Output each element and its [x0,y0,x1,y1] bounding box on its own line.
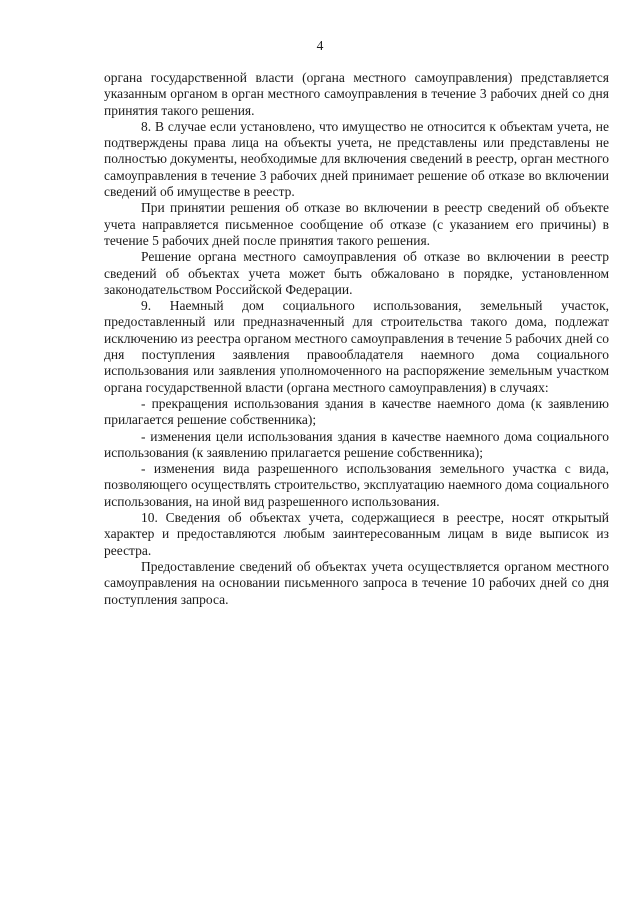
paragraph-item-9: 9. Наемный дом социального использования, земельный участок, предоставленный или предназначенный для строительства такого дома, подлежат исключению из реестра органом местного самоуправления в течение 5 рабочих дней со дня поступления заявления правообладателя наемного дома социального использования или заявления уполномоченного на распоряжение земельным участком органа государственной власти (органа местного самоуправления) в случаях: [104,298,609,395]
page-number: 4 [316,38,324,53]
paragraph-item-10: 10. Сведения об объектах учета, содержащиеся в реестре, носят открытый характер и предоставляются любым заинтересованным лицам в виде выписок из реестра. [104,510,609,558]
list-item-purpose-change: - изменения цели использования здания в качестве наемного дома социального использования (к заявлению прилагается решение собственника); [104,428,609,460]
paragraph-appeal: Решение органа местного самоуправления об отказе во включении в реестр сведений об объектах учета может быть обжаловано в порядке, установленном законодательством Российской Федерации. [104,249,609,297]
paragraph-item-8: 8. В случае если установлено, что имущество не относится к объектам учета, не подтверждены права лица на объекты учета, не представлены или представлены не полностью документы, необходимые для включения сведений в реестр, орган местного самоуправления в течение 3 рабочих дней принимает решение об отказе во включении сведений об имуществе в реестр. [104,118,609,200]
paragraph-refusal-notice: При принятии решения об отказе во включении в реестр сведений об объекте учета направляется письменное сообщение об отказе (с указанием его причины) в течение 5 рабочих дней после принятия такого решения. [104,200,609,248]
paragraph-information-provision: Предоставление сведений об объектах учета осуществляется органом местного самоуправления на основании письменного запроса в течение 10 рабочих дней со дня поступления запроса. [104,558,609,607]
paragraph-continuation: органа государственной власти (органа местного самоуправления) представляется указанным органом в орган местного самоуправления в течение 3 рабочих дней со дня принятия такого решения. [104,70,609,118]
document-body [104,70,609,608]
list-item-land-use-change: - изменения вида разрешенного использования земельного участка с вида, позволяющего осуществлять строительство, эксплуатацию наемного дома социального использования, на иной вид разрешенного использования. [104,461,609,509]
list-item-termination: - прекращения использования здания в качестве наемного дома (к заявлению прилагается решение собственника); [104,395,609,428]
